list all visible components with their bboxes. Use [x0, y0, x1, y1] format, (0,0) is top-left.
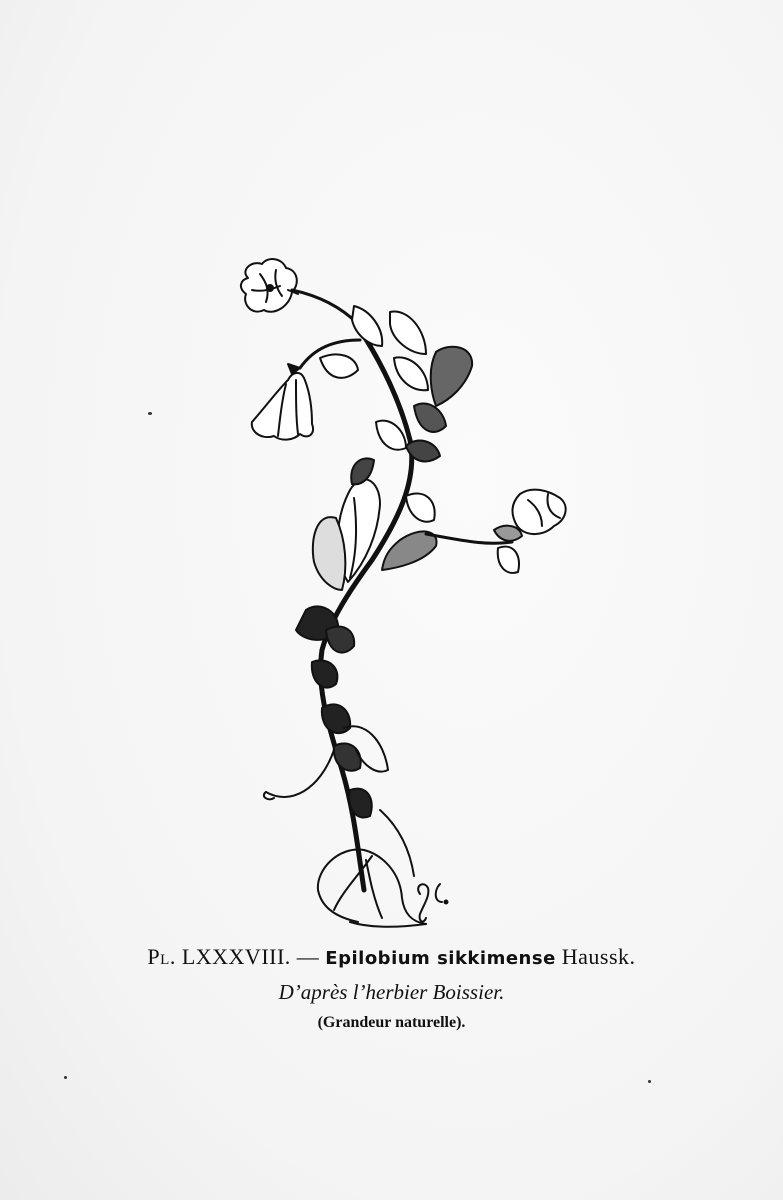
plate-number: LXXXVIII.	[181, 944, 291, 969]
source-line: D’après l’herbier Boissier.	[278, 980, 505, 1004]
species-authority: Haussk.	[561, 944, 636, 969]
plate-caption	[0, 944, 783, 970]
leaves-middle	[313, 458, 437, 590]
botanical-illustration	[230, 250, 590, 940]
print-speck	[64, 1076, 67, 1079]
print-speck	[648, 1080, 651, 1083]
artist-signature	[418, 884, 447, 921]
side-flower	[494, 490, 566, 573]
leaves-upper	[320, 306, 472, 461]
scale-note: (Grandeur naturelle).	[317, 1014, 466, 1031]
print-speck	[148, 412, 152, 415]
caption-separator: —	[296, 944, 320, 969]
flower-top	[241, 259, 298, 312]
species-name: Epilobium sikkimense	[325, 948, 556, 969]
plate-prefix: Pl.	[147, 944, 176, 969]
flower-bell	[252, 364, 313, 440]
